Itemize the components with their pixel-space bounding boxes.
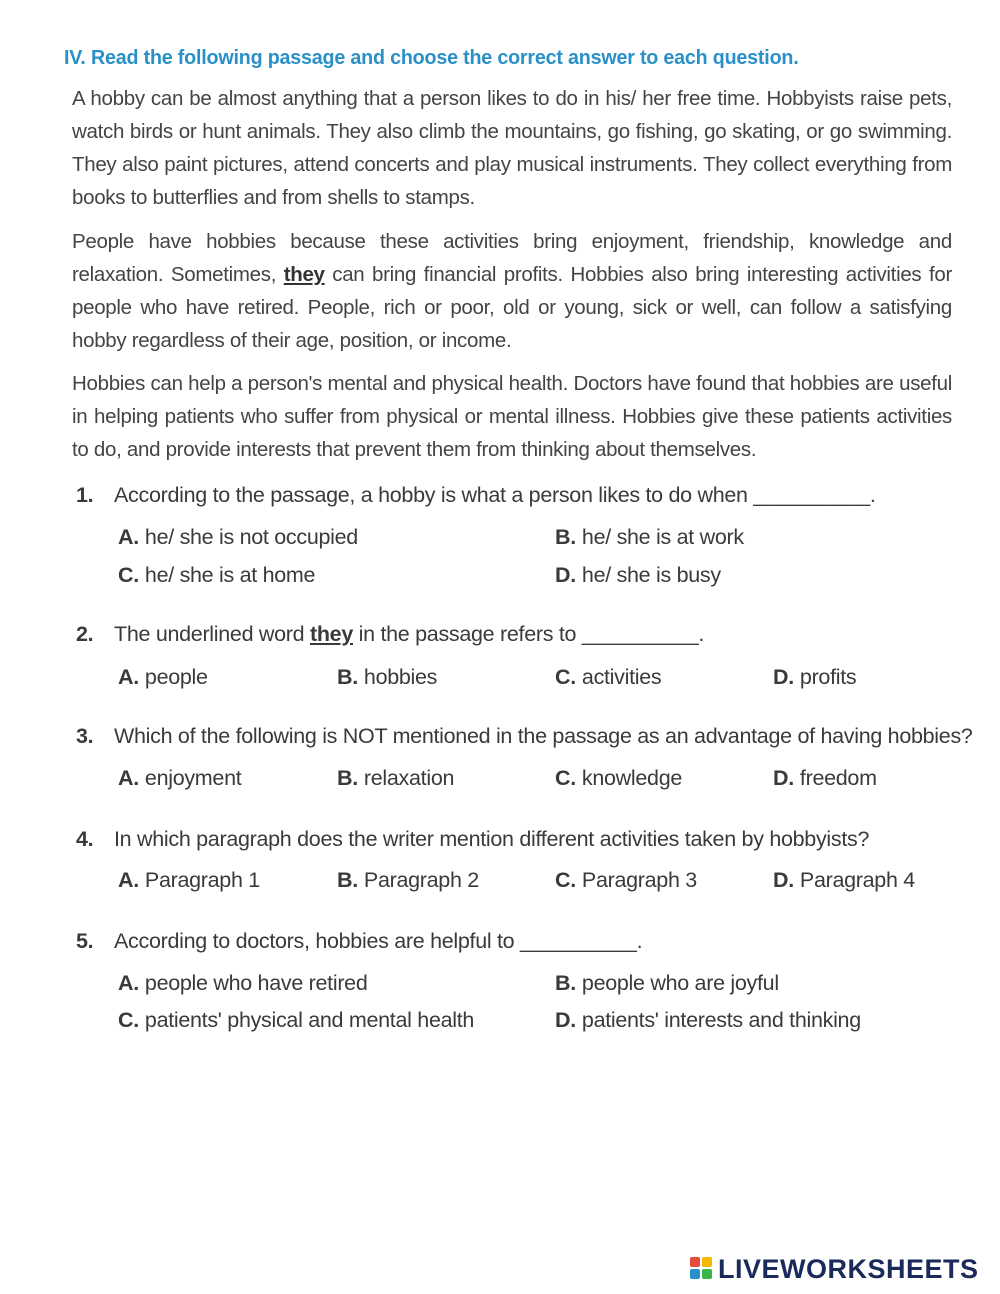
option-letter: C. [555,665,576,689]
underlined-word-they: they [309,622,353,646]
option-letter: A. [118,525,139,549]
option-letter: B. [555,971,576,995]
q4-option-c[interactable] [555,868,697,893]
option-text: knowledge [581,766,683,790]
q1-option-a[interactable] [118,525,358,550]
question-text-before: The underlined word [114,622,310,646]
option-letter: D. [555,563,576,587]
option-letter: D. [555,1008,576,1032]
paragraph-2-text-after: can bring financial profits. Hobbies also bring interesting activities for people who have retired. People, rich or poor, old or young, sick or well, can follow a satisfying hobby regardless of their age, position, or income. [72,263,952,352]
option-letter: B. [337,665,358,689]
option-letter: B. [555,525,576,549]
q3-option-a[interactable] [118,766,241,791]
liveworksheets-icon [690,1257,714,1281]
option-letter: B. [337,868,358,892]
option-letter: A. [118,868,139,892]
option-letter: A. [118,766,139,790]
question-text-after: in the passage refers to __________. [353,622,705,646]
paragraph-2-text-before: People have hobbies because these activities bring enjoyment, friendship, knowledge and relaxation. Sometimes, [72,230,952,286]
option-letter: C. [555,766,576,790]
option-letter: C. [118,1008,139,1032]
passage-paragraph-1: A hobby can be almost anything that a person likes to do in his/ her free time. Hobbyists raise pets, watch birds or hunt animals. They also climb the mountains, go fishing, go skating, or go swimming. They also paint pictures, attend concerts and play musical instruments. They collect everything from books to butterflies and from shells to stamps. [72,87,952,209]
option-text: people [144,665,208,689]
option-letter: D. [773,665,794,689]
logo-square-yellow [702,1257,712,1267]
option-text: patients' physical and mental health [144,1008,475,1032]
q2-option-b[interactable] [337,665,437,690]
q2-option-c[interactable] [555,665,661,690]
option-letter: A. [118,971,139,995]
option-text: he/ she is not occupied [144,525,358,549]
option-letter: C. [555,868,576,892]
logo-square-red [690,1257,700,1267]
q5-option-a[interactable] [118,971,368,996]
option-letter: B. [337,766,358,790]
question-number: 2. [76,622,94,646]
q5-option-d[interactable] [555,1008,861,1033]
q2-option-a[interactable] [118,665,208,690]
question-text: In which paragraph does the writer mention different activities taken by hobbyists? [114,827,870,851]
option-text: Paragraph 4 [799,868,915,892]
option-text: activities [581,665,662,689]
option-text: people who are joyful [581,971,779,995]
option-text: he/ she is busy [581,563,721,587]
option-letter: D. [773,766,794,790]
q5-option-c[interactable] [118,1008,474,1033]
question-number: 3. [76,724,94,748]
option-letter: A. [118,665,139,689]
option-text: profits [799,665,857,689]
question-number: 5. [76,929,94,953]
option-text: patients' interests and thinking [581,1008,861,1032]
question-text: According to the passage, a hobby is what a person likes to do when __________. [114,483,876,507]
option-text: relaxation [363,766,455,790]
q1-option-c[interactable] [118,563,315,588]
passage-paragraph-3: Hobbies can help a person's mental and physical health. Doctors have found that hobbies are useful in helping patients who suffer from physical or mental illness. Hobbies give these patients activities to do, and provide interests that prevent them from thinking about themselves. [72,372,952,461]
q1-option-b[interactable] [555,525,744,550]
q3-option-d[interactable] [773,766,877,791]
q1-option-d[interactable] [555,563,721,588]
option-text: he/ she is at home [144,563,316,587]
liveworksheets-logo[interactable] [690,1254,979,1284]
option-text: people who have retired [144,971,368,995]
underlined-word-they: they [283,263,325,286]
option-text: Paragraph 1 [144,868,260,892]
question-text [114,622,704,647]
option-text: enjoyment [144,766,242,790]
logo-square-green [702,1269,712,1279]
section-heading: IV. Read the following passage and choose the correct answer to each question. [64,46,799,69]
logo-text: LIVEWORKSHEETS [718,1253,979,1284]
q3-option-c[interactable] [555,766,682,791]
option-text: hobbies [363,665,438,689]
q4-option-a[interactable] [118,868,260,893]
q3-option-b[interactable] [337,766,454,791]
passage-paragraph-2 [72,225,952,357]
logo-square-blue [690,1269,700,1279]
option-text: Paragraph 3 [581,868,697,892]
q4-option-d[interactable] [773,868,915,893]
option-text: he/ she is at work [581,525,744,549]
option-text: freedom [799,766,877,790]
q2-option-d[interactable] [773,665,856,690]
question-text: According to doctors, hobbies are helpful to __________. [114,929,643,953]
q5-option-b[interactable] [555,971,779,996]
question-number: 1. [76,483,94,507]
question-number: 4. [76,827,94,851]
option-text: Paragraph 2 [363,868,479,892]
question-text: Which of the following is NOT mentioned in the passage as an advantage of having hobbies? [114,724,973,748]
option-letter: D. [773,868,794,892]
q4-option-b[interactable] [337,868,479,893]
option-letter: C. [118,563,139,587]
